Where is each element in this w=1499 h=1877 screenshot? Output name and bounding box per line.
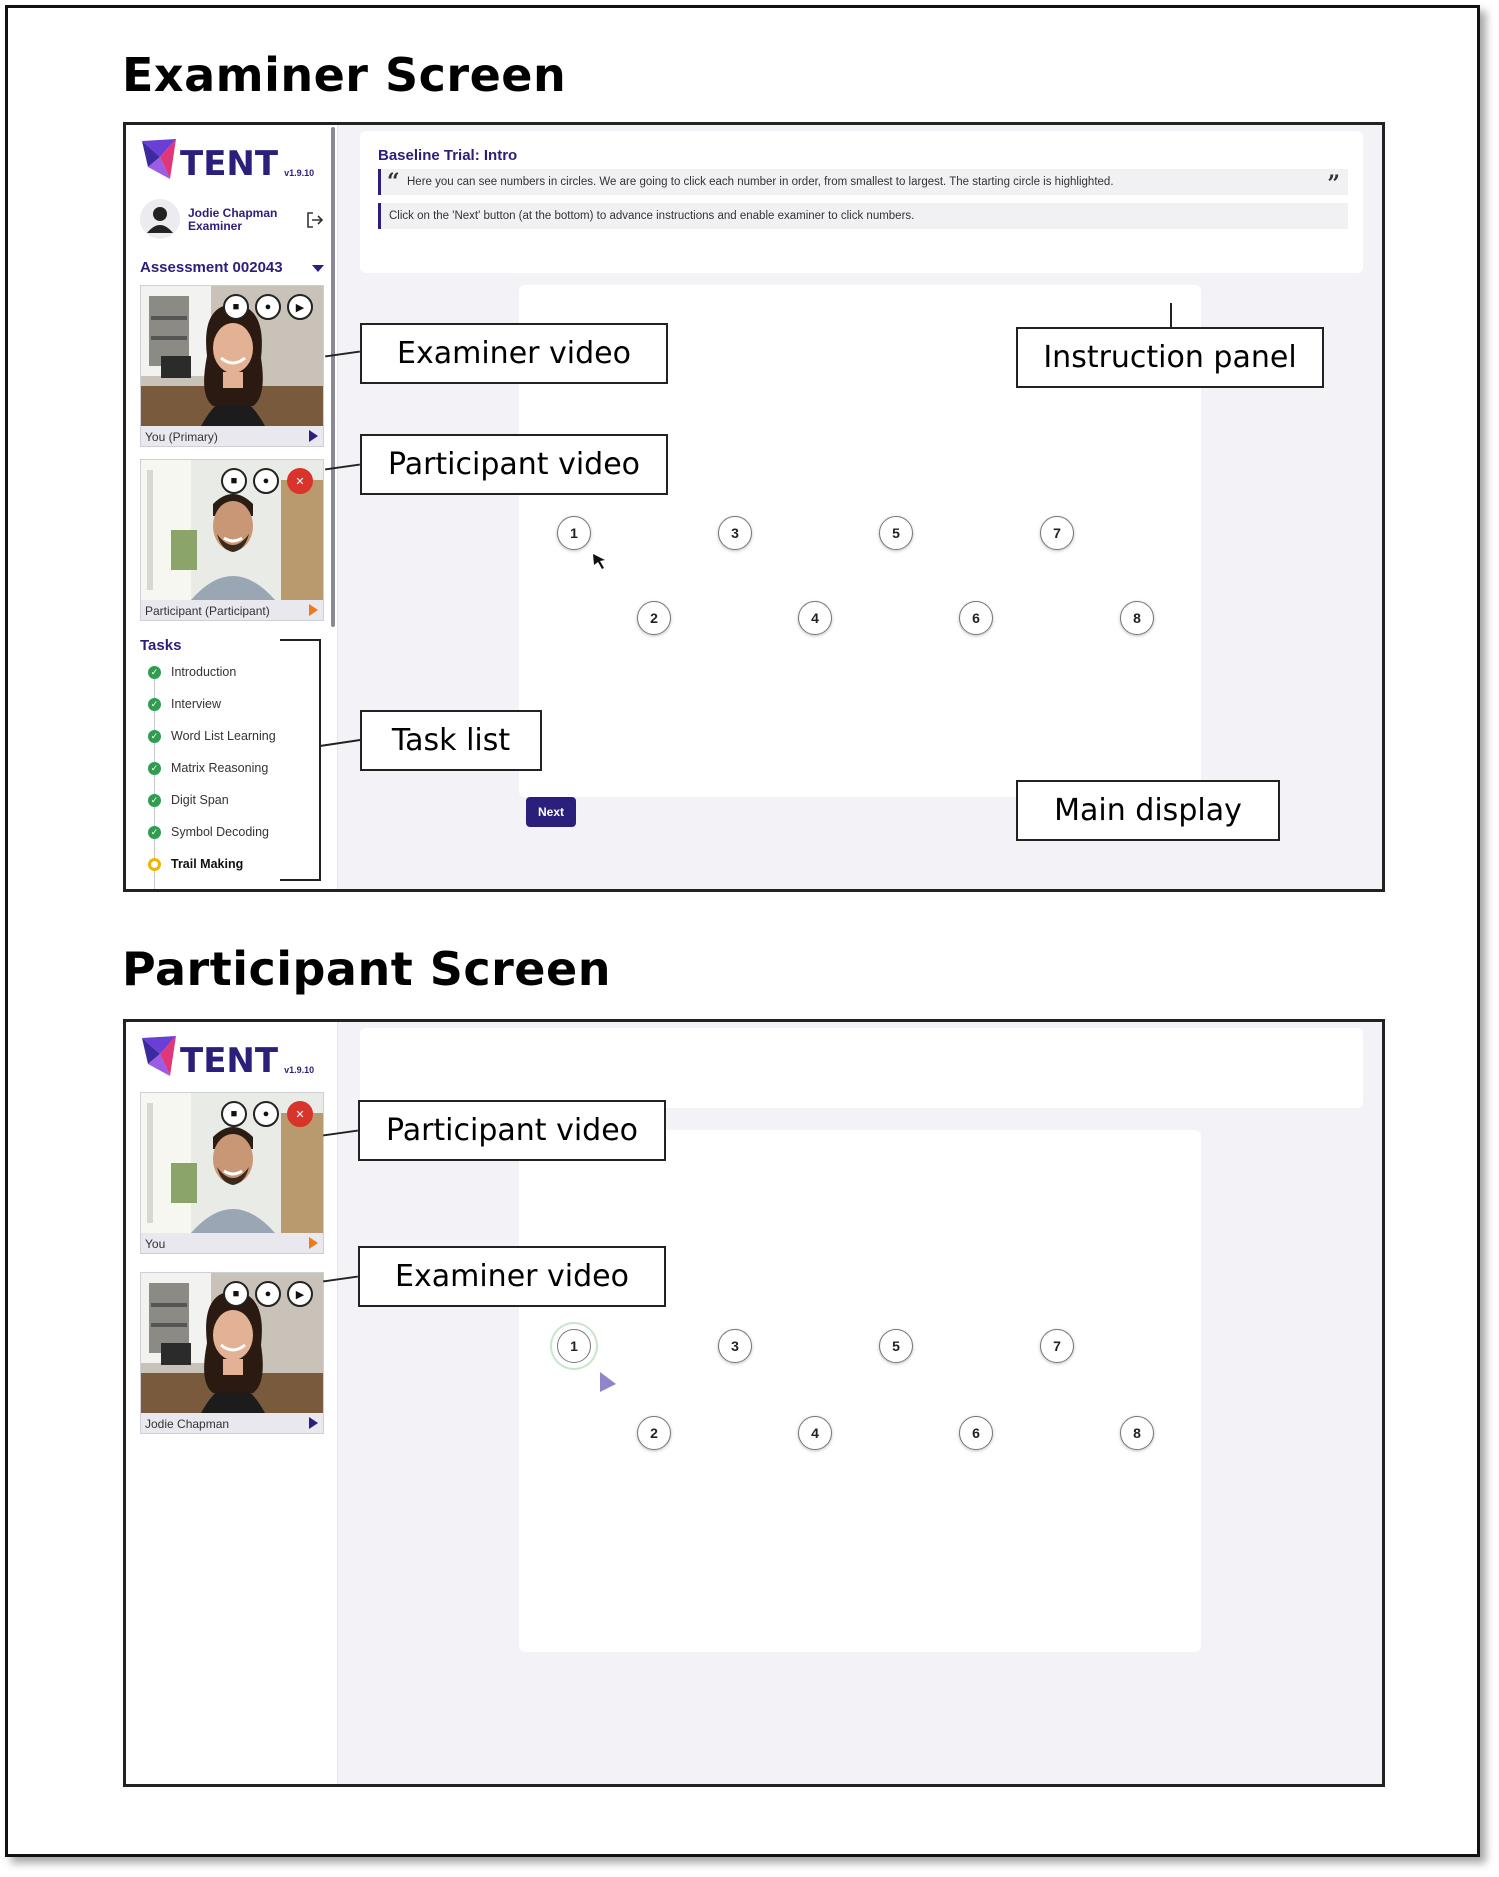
sidebar-scrollbar[interactable]: [331, 127, 335, 627]
instruction-quote: [378, 169, 1348, 195]
tent-logo-icon: [140, 1034, 178, 1078]
pointer-off-icon[interactable]: ✕: [287, 468, 313, 494]
examiner-pointer-icon: [598, 1370, 618, 1394]
task-item-current[interactable]: Trail Making: [148, 857, 243, 871]
microphone-icon[interactable]: ●: [253, 1101, 279, 1127]
check-icon: ✓: [148, 794, 161, 807]
user-row: [140, 197, 330, 241]
task-list-bracket: [278, 638, 362, 882]
participant-video-tile: [140, 459, 324, 621]
microphone-icon[interactable]: ●: [253, 468, 279, 494]
in-progress-icon: [148, 858, 161, 871]
check-icon: ✓: [148, 730, 161, 743]
callout-participant-video: Participant video: [358, 1100, 666, 1161]
avatar: [140, 199, 180, 239]
examiner-video-tile: [140, 285, 324, 447]
quote-close-icon: ”: [1327, 171, 1340, 197]
number-circle[interactable]: 7: [1040, 1329, 1074, 1363]
task-item[interactable]: ✓ Symbol Decoding: [148, 825, 269, 839]
video-label: Participant (Participant): [145, 604, 270, 618]
number-circle[interactable]: 8: [1120, 1416, 1154, 1450]
number-circle[interactable]: 8: [1120, 601, 1154, 635]
mouse-cursor-icon: [592, 553, 608, 571]
number-circle[interactable]: 5: [879, 516, 913, 550]
number-circle[interactable]: 3: [718, 1329, 752, 1363]
examiner-video-tile: [140, 1272, 324, 1434]
callout-main-display: Main display: [1016, 780, 1280, 841]
app-version: v1.9.10: [284, 168, 315, 178]
task-item[interactable]: ✓ Word List Learning: [148, 729, 276, 743]
number-circle-start[interactable]: 1: [557, 1329, 591, 1363]
connector-line: [1170, 303, 1172, 327]
tent-logo: [140, 137, 315, 184]
user-icon: [140, 199, 180, 239]
next-button[interactable]: Next: [526, 797, 576, 827]
instruction-panel: [360, 131, 1363, 273]
number-circle[interactable]: 6: [959, 1416, 993, 1450]
instruction-note-text: Click on the 'Next' button (at the bottom) to advance instructions and enable examiner to click numbers.: [389, 210, 915, 222]
tent-logo-icon: [140, 137, 178, 181]
examiner-screen-title: Examiner Screen: [122, 48, 567, 102]
check-icon: ✓: [148, 826, 161, 839]
number-circle[interactable]: 1: [557, 516, 591, 550]
camera-icon[interactable]: ■: [223, 294, 249, 320]
tent-logo: [140, 1034, 315, 1081]
number-circle[interactable]: 4: [798, 1416, 832, 1450]
user-name: Jodie Chapman: [188, 206, 278, 220]
callout-participant-video: Participant video: [360, 434, 668, 495]
number-circle[interactable]: 2: [637, 601, 671, 635]
video-label: Jodie Chapman: [145, 1417, 230, 1431]
number-circle[interactable]: 4: [798, 601, 832, 635]
check-icon: ✓: [148, 762, 161, 775]
quote-open-icon: “: [387, 169, 400, 195]
logout-icon[interactable]: [306, 211, 324, 234]
flag-icon[interactable]: [309, 1237, 318, 1249]
microphone-icon[interactable]: ●: [255, 294, 281, 320]
video-label: You: [145, 1237, 166, 1251]
task-item[interactable]: ✓ Matrix Reasoning: [148, 761, 268, 775]
check-icon: ✓: [148, 698, 161, 711]
microphone-icon[interactable]: ●: [255, 1281, 281, 1307]
task-item[interactable]: ✓ Interview: [148, 697, 221, 711]
tasks-heading: Tasks: [140, 637, 182, 654]
user-role: Examiner: [188, 219, 243, 234]
task-item[interactable]: ✓ Introduction: [148, 665, 236, 679]
number-circle[interactable]: 5: [879, 1329, 913, 1363]
chevron-down-icon[interactable]: [312, 265, 324, 272]
instruction-quote-text: Here you can see numbers in circles. We are going to click each number in order, from smallest to largest. The starting circle is highlighted.: [407, 176, 1114, 188]
user-info: [188, 207, 277, 233]
check-icon: ✓: [148, 666, 161, 679]
flag-icon[interactable]: [309, 430, 318, 442]
instruction-panel: [360, 1028, 1363, 1108]
logo-text: TENT: [180, 1041, 279, 1081]
main-display: [519, 1130, 1201, 1652]
number-circle[interactable]: 6: [959, 601, 993, 635]
instruction-title: Baseline Trial: Intro: [378, 147, 518, 164]
task-item[interactable]: ✓ Digit Span: [148, 793, 229, 807]
callout-examiner-video: Examiner video: [358, 1246, 666, 1307]
logo-text: TENT: [180, 144, 279, 184]
flag-icon[interactable]: [309, 604, 318, 616]
flag-icon[interactable]: [309, 1417, 318, 1429]
callout-examiner-video: Examiner video: [360, 323, 668, 384]
pointer-icon[interactable]: ▶: [287, 294, 313, 320]
app-version: v1.9.10: [284, 1065, 315, 1075]
callout-task-list: Task list: [360, 710, 542, 771]
instruction-note: [378, 203, 1348, 229]
camera-icon[interactable]: ■: [221, 468, 247, 494]
number-circle[interactable]: 7: [1040, 516, 1074, 550]
participant-video-tile: [140, 1092, 324, 1254]
callout-instruction-panel: Instruction panel: [1016, 327, 1324, 388]
camera-icon[interactable]: ■: [223, 1281, 249, 1307]
video-label: You (Primary): [145, 430, 218, 444]
pointer-icon[interactable]: ▶: [287, 1281, 313, 1307]
camera-icon[interactable]: ■: [221, 1101, 247, 1127]
assessment-selector[interactable]: Assessment 002043: [140, 259, 283, 276]
participant-sidebar: [126, 1022, 338, 1784]
number-circle[interactable]: 3: [718, 516, 752, 550]
pointer-off-icon[interactable]: ✕: [287, 1101, 313, 1127]
participant-screen: [123, 1019, 1385, 1787]
participant-screen-title: Participant Screen: [122, 942, 611, 996]
number-circle[interactable]: 2: [637, 1416, 671, 1450]
